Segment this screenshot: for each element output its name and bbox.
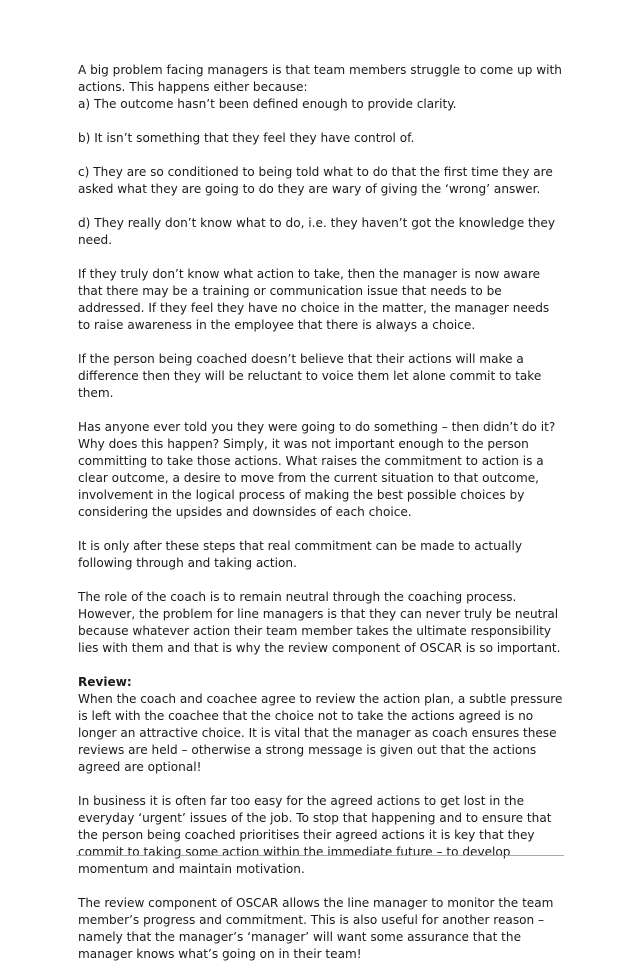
list-item-d: d) They really don’t know what to do, i.e. they haven’t got the knowledge they need.: [78, 216, 555, 247]
body-paragraph: It is only after these steps that real commitment can be made to actually following through and taking action.: [78, 539, 523, 570]
list-item-b: b) It isn’t something that they feel they have control of.: [78, 131, 415, 145]
review-paragraph: The review component of OSCAR allows the line manager to monitor the team member’s progress and commitment. This is also useful for another reason – namely that the manager’s ‘manager’ will want some assurance that the manager knows what’s going on in their team!: [78, 896, 554, 961]
body-paragraph: If they truly don’t know what action to take, then the manager is now aware that there may be a training or communication issue that needs to be addressed. If they feel they have no choice in the matter, the manager needs to raise awareness in the employee that there is always a choice.: [78, 267, 550, 332]
body-paragraph: The role of the coach is to remain neutral through the coaching process. However, the problem for line managers is that they can never truly be neutral because whatever action their team member takes the ultimate responsibility lies with them and that is why the review component of OSCAR is so important.: [78, 590, 561, 655]
footer-divider: [76, 855, 564, 856]
intro-paragraph: A big problem facing managers is that team members struggle to come up with actions. This happens either because:: [78, 63, 562, 94]
list-item-a: a) The outcome hasn’t been defined enough to provide clarity.: [78, 97, 457, 111]
list-item-c: c) They are so conditioned to being told what to do that the first time they are asked what they are going to do they are wary of giving the ‘wrong’ answer.: [78, 165, 553, 196]
review-paragraph: In business it is often far too easy for the agreed actions to get lost in the everyday ‘urgent’ issues of the job. To stop that happening and to ensure that the person being coached prioritises their agreed actions it is key that they commit to taking some action within the immediate future – to develop momentum and maintain motivation.: [78, 794, 552, 876]
section-heading-review: Review:: [78, 675, 132, 689]
document-page: [78, 62, 564, 980]
review-paragraph: When the coach and coachee agree to review the action plan, a subtle pressure is left with the coachee that the choice not to take the actions agreed is no longer an attractive choice. It is vital that the manager as coach ensures these reviews are held – otherwise a strong message is given out that the actions agreed are optional!: [78, 692, 563, 774]
body-paragraph: Has anyone ever told you they were going to do something – then didn’t do it? Why does this happen? Simply, it was not important enough to the person committing to take those actions. What raises the commitment to action is a clear outcome, a desire to move from the current situation to that outcome, involvement in the logical process of making the best possible choices by considering the upsides and downsides of each choice.: [78, 420, 556, 519]
body-paragraph: If the person being coached doesn’t believe that their actions will make a difference then they will be reluctant to voice them let alone commit to take them.: [78, 352, 542, 400]
